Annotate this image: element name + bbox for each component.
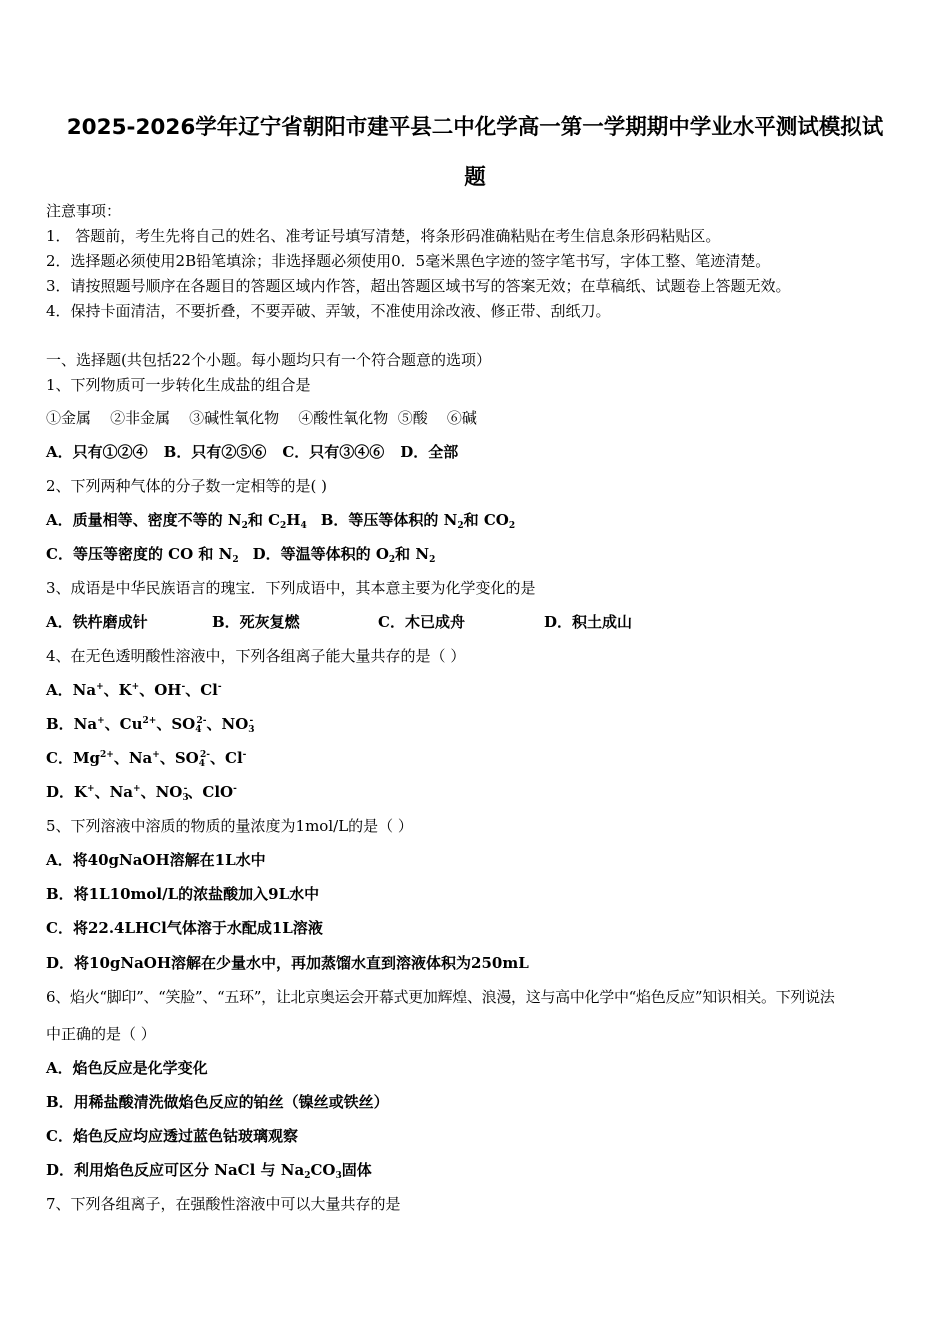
option-d: D．积土成山: [544, 613, 633, 631]
option-d: D．K+、Na+、$NO_3^-$、ClO-: [46, 783, 237, 803]
question-5-stem: 5、下列溶液中溶质的物质的量浓度为1mol/L的是（ ）: [46, 817, 413, 835]
option-a: A．铁杵磨成针: [46, 613, 148, 631]
question-2-options-ab: [46, 511, 516, 531]
option-b: B．等压等体积的 $N_2$和 $CO_2$: [320, 511, 516, 531]
option-c: C．只有③④⑥: [282, 443, 385, 461]
option-a: A．焰色反应是化学变化: [46, 1059, 208, 1077]
option-c: C．焰色反应均应透过蓝色钴玻璃观察: [46, 1127, 298, 1145]
option-b: B．用稀盐酸清洗做焰色反应的铂丝（镍丝或铁丝）: [46, 1093, 389, 1111]
option-b: B．死灰复燃: [212, 613, 300, 631]
option-c: C．等压等密度的 CO 和 $N_2$: [46, 545, 239, 565]
question-2-options-cd: [46, 545, 436, 565]
question-1-stem: 1、下列物质可一步转化生成盐的组合是: [46, 376, 311, 394]
option-b: B．将1L10mol/L的浓盐酸加入9L水中: [46, 885, 320, 903]
question-1-items: ①金属 ②非金属 ③碱性氧化物 ④酸性氧化物 ⑤酸 ⑥碱: [46, 409, 477, 427]
exam-title-line1: 2025-2026学年辽宁省朝阳市建平县二中化学高一第一学期期中学业水平测试模拟试: [66, 115, 884, 140]
option-a: A．质量相等、密度不等的 $N_2$和 $C_2H_4$: [46, 511, 307, 531]
question-4-stem: 4、在无色透明酸性溶液中，下列各组离子能大量共存的是（ ）: [46, 647, 466, 665]
option-a: A．将40gNaOH溶解在1L水中: [46, 851, 266, 869]
exam-title-line2: 题: [464, 165, 486, 190]
option-a: A．只有①②④: [46, 443, 148, 461]
option-d: D．等温等体积的 $O_2$和 $N_2$: [252, 545, 436, 565]
option-d: D．将10gNaOH溶解在少量水中，再加蒸馏水直到溶液体积为250mL: [46, 954, 529, 972]
question-1-options: [46, 445, 458, 460]
option-b: B．Na+、$Cu^{2+}$、$SO_4^{2-}$、$NO_3^-$: [46, 715, 255, 735]
question-7-stem: 7、下列各组离子，在强酸性溶液中可以大量共存的是: [46, 1195, 401, 1213]
notice-item: 4．保持卡面清洁，不要折叠，不要弄破、弄皱，不准使用涂改液、修正带、刮纸刀。: [46, 302, 611, 320]
question-6-stem-line2: 中正确的是（ ）: [46, 1025, 156, 1043]
option-c: C．$Mg^{2+}$、Na+、$SO_4^{2-}$、Cl-: [46, 749, 247, 769]
option-a: A．Na+、K+、OH-、Cl-: [46, 681, 222, 699]
notice-heading: 注意事项：: [46, 202, 122, 220]
question-3-stem: 3、成语是中华民族语言的瑰宝．下列成语中，其本意主要为化学变化的是: [46, 579, 536, 597]
notice-item: 3．请按照题号顺序在各题目的答题区域内作答，超出答题区域书写的答案无效；在草稿纸、试题卷上答题无效。: [46, 277, 791, 295]
notice-item: 2．选择题必须使用2B铅笔填涂；非选择题必须使用0．5毫米黑色字迹的签字笔书写，字体工整、笔迹清楚。: [46, 252, 771, 270]
section-heading: 一、选择题(共包括22个小题。每小题均只有一个符合题意的选项）: [46, 351, 491, 369]
option-d: D．全部: [400, 443, 459, 461]
option-b: B．只有②⑤⑥: [163, 443, 267, 461]
notice-item: 1． 答题前，考生先将自己的姓名、准考证号填写清楚，将条形码准确粘贴在考生信息条形码粘贴区。: [46, 227, 721, 245]
question-2-stem: 2、下列两种气体的分子数一定相等的是( ): [46, 477, 328, 495]
option-d: D．利用焰色反应可区分 NaCl 与 $Na_2CO_3$固体: [46, 1161, 372, 1181]
option-c: C．木已成舟: [378, 613, 465, 631]
question-3-options: [46, 615, 632, 630]
question-6-stem-line1: 6、焰火“脚印”、“笑脸”、“五环”，让北京奥运会开幕式更加辉煌、浪漫，这与高中化学中“焰色反应”知识相关。下列说法: [46, 988, 835, 1006]
option-c: C．将22.4LHCl气体溶于水配成1L溶液: [46, 919, 323, 937]
